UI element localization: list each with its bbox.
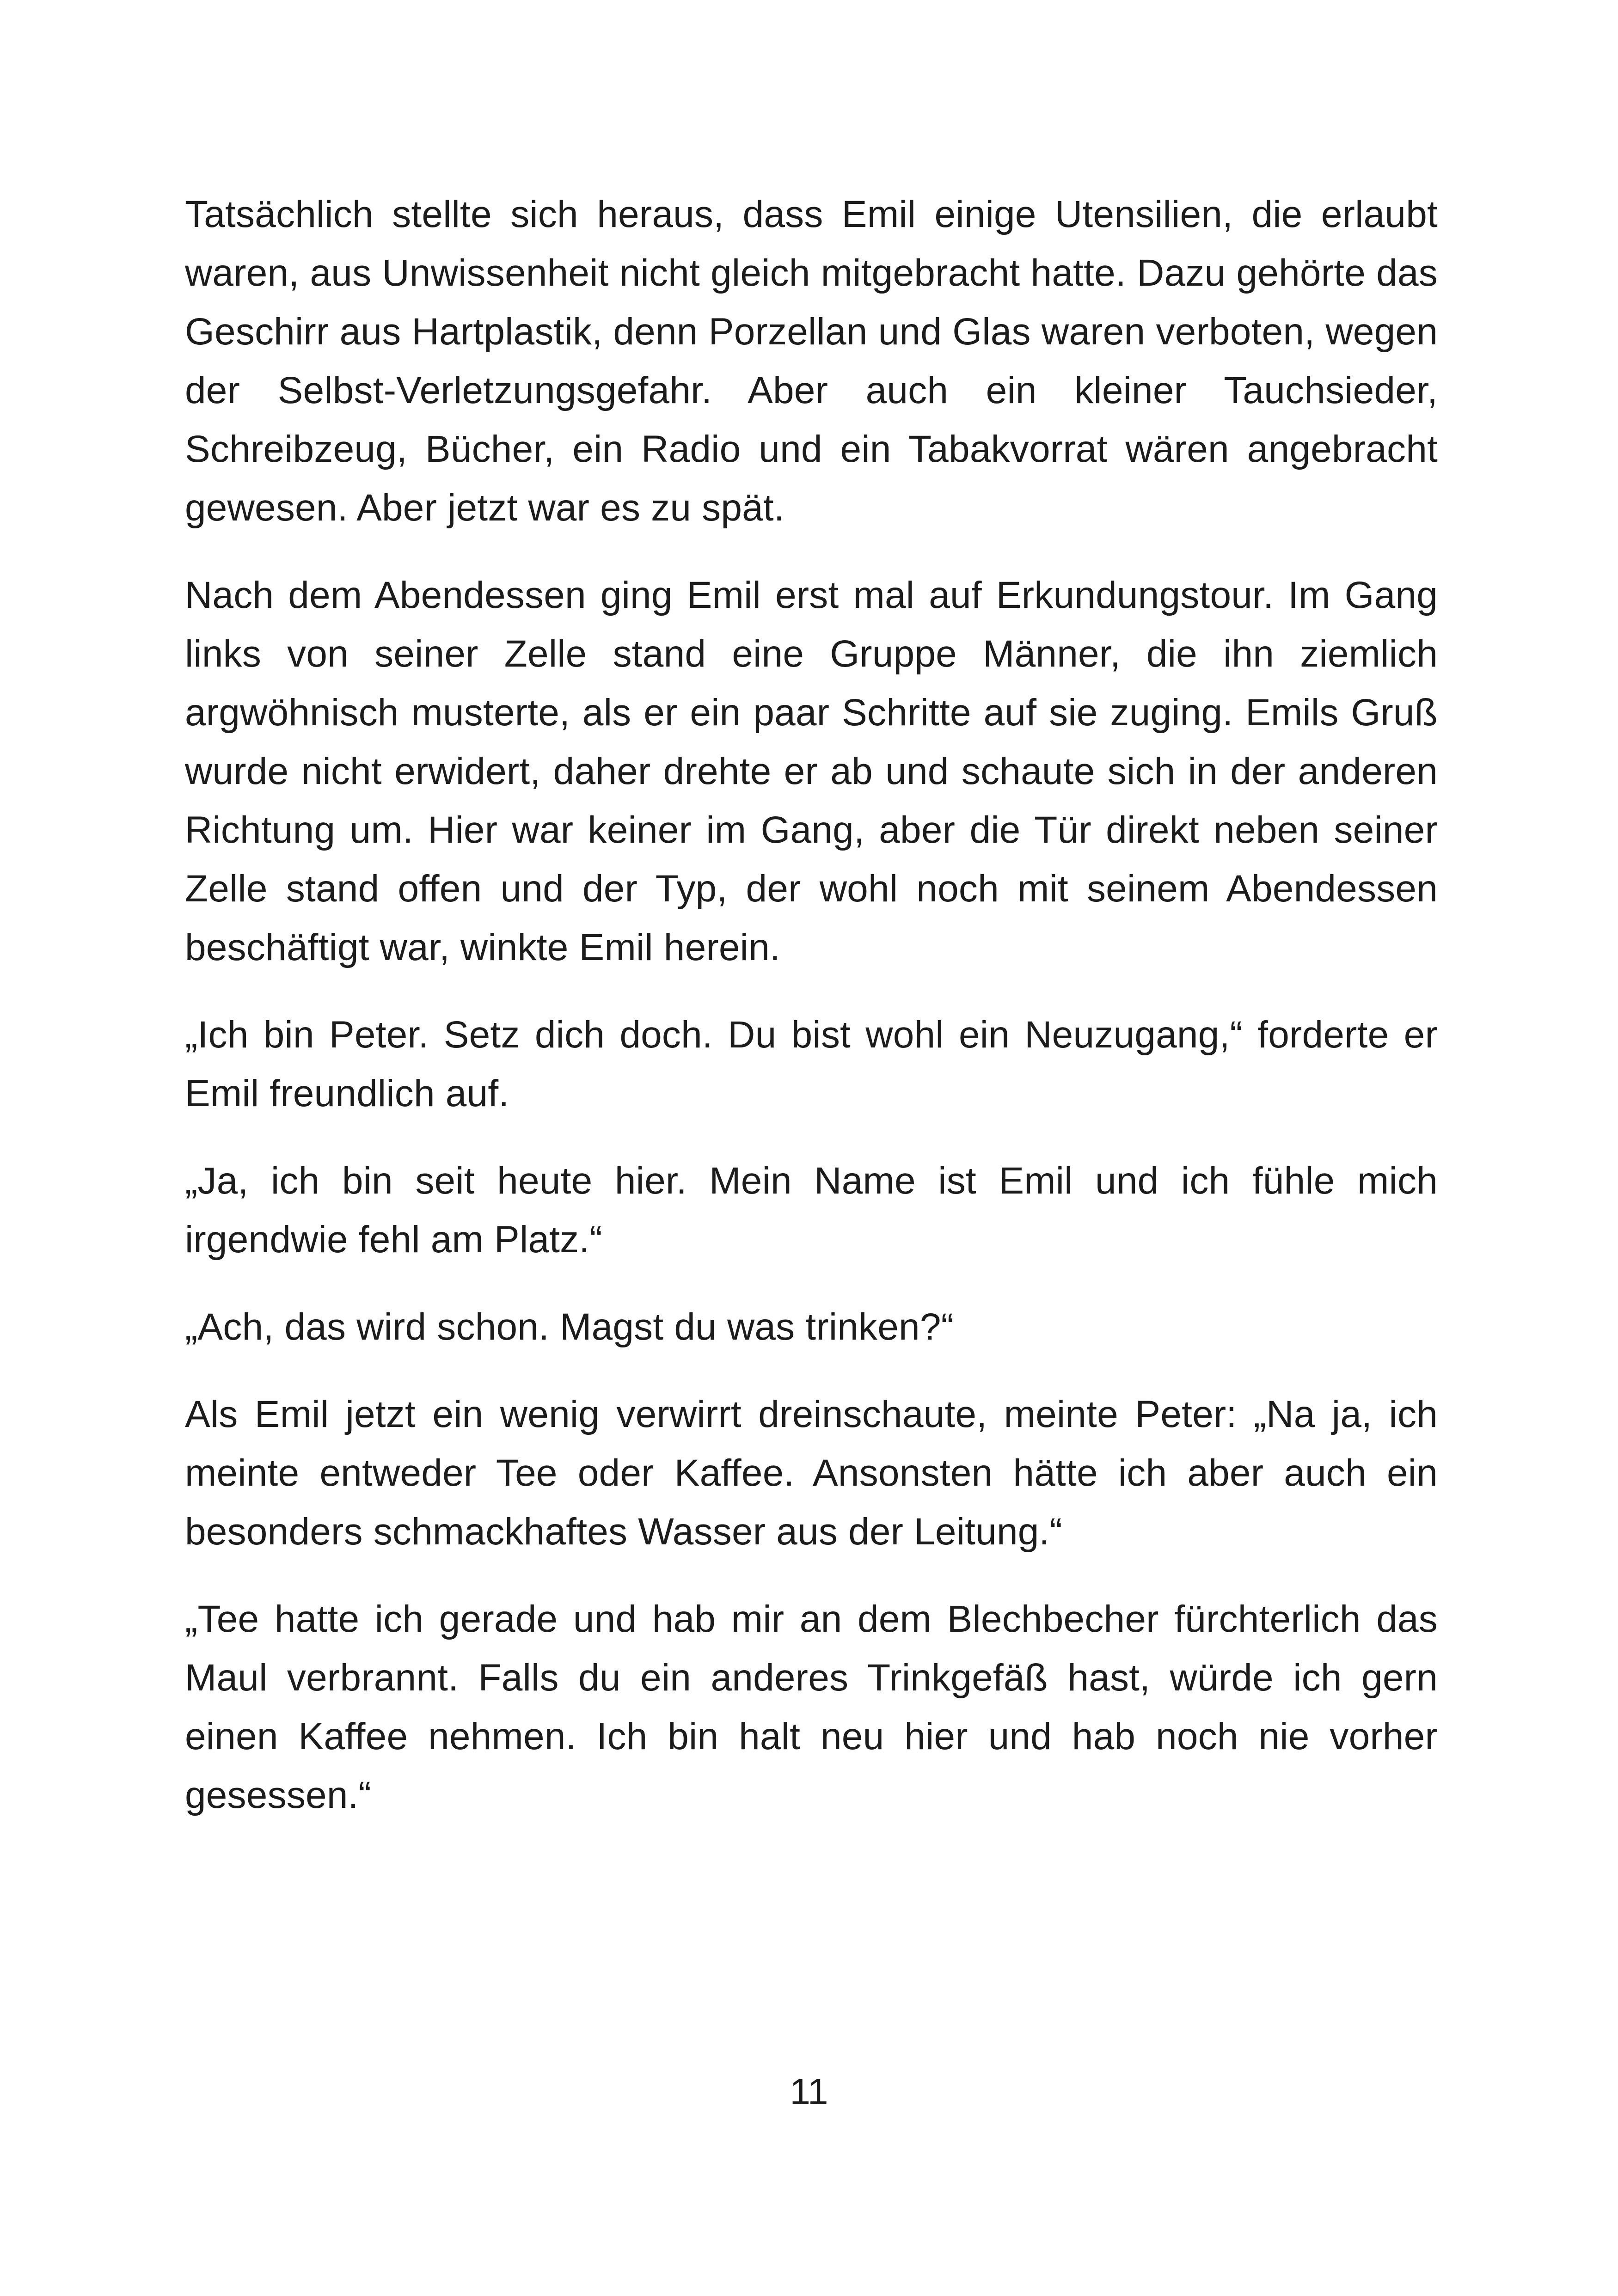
page-number: 11 xyxy=(790,2071,828,2112)
paragraph-1: Tatsächlich stellte sich heraus, dass Emil einige Utensilien, die erlaubt waren, aus Unwissenheit nicht gleich mitgebracht hatte. Dazu gehörte das Geschirr aus Hartplastik, denn Porzellan und Glas waren verboten, wegen der Selbst-Verletzungsgefahr. Aber auch ein kleiner Tauchsieder, Schreibzeug, Bücher, ein Radio und ein Tabakvorrat wären angebracht gewesen. Aber jetzt war es zu spät. xyxy=(185,193,1438,529)
paragraph-3: „Ich bin Peter. Setz dich doch. Du bist wohl ein Neuzugang,“ forderte er Emil freundlich auf. xyxy=(185,1014,1438,1114)
paragraph-6: Als Emil jetzt ein wenig verwirrt dreinschaute, meinte Peter: „Na ja, ich meinte entweder Tee oder Kaffee. Ansonsten hätte ich aber auch ein besonders schmackhaftes Wasser aus der Leitung.“ xyxy=(185,1393,1438,1553)
paragraph-4: „Ja, ich bin seit heute hier. Mein Name ist Emil und ich fühle mich irgendwie fehl am Platz.“ xyxy=(185,1160,1438,1261)
paragraph-2: Nach dem Abendessen ging Emil erst mal auf Erkundungstour. Im Gang links von seiner Zelle stand eine Gruppe Männer, die ihn ziemlich argwöhnisch musterte, als er ein paar Schritte auf sie zuging. Emils Gruß wurde nicht erwidert, daher drehte er ab und schaute sich in der anderen Richtung um. Hier war keiner im Gang, aber die Tür direkt neben seiner Zelle stand offen und der Typ, der wohl noch mit seinem Abendessen beschäftigt war, winkte Emil herein. xyxy=(185,574,1438,968)
body-text xyxy=(185,185,1438,1853)
paragraph-7: „Tee hatte ich gerade und hab mir an dem Blechbecher fürchterlich das Maul verbrannt. Falls du ein anderes Trinkgefäß hast, würde ich gern einen Kaffee nehmen. Ich bin halt neu hier und hab noch nie vorher gesessen.“ xyxy=(185,1598,1438,1816)
paragraph-5: „Ach, das wird schon. Magst du was trinken?“ xyxy=(185,1306,954,1348)
